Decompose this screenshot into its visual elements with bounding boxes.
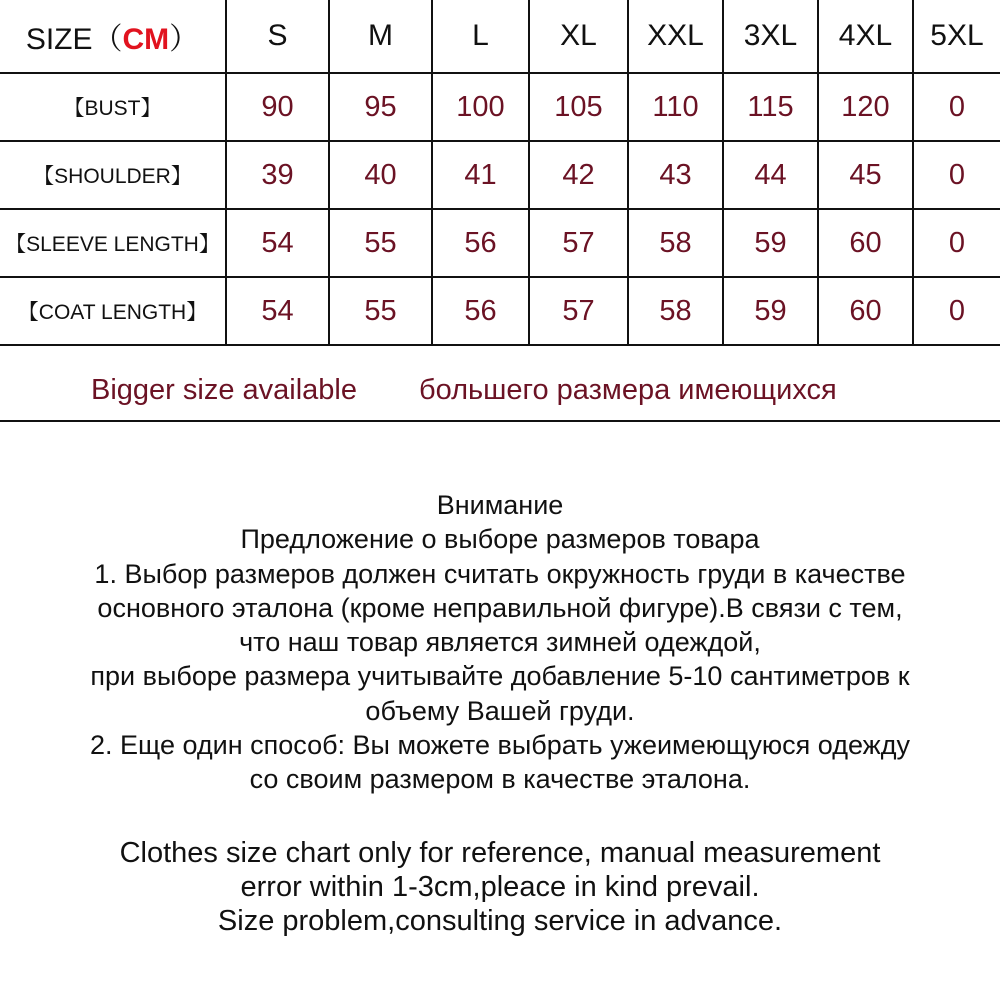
table-cell: 95 [329,73,432,141]
size-label: SIZE [25,23,93,56]
table-cell: 41 [432,141,529,209]
table-cell: 58 [628,277,723,345]
table-cell: 40 [329,141,432,209]
table-cell: 60 [818,277,913,345]
note-russian: большего размера имеющихся [419,374,837,406]
attention-line: 2. Еще один способ: Вы можете выбрать ужеимеющуюся одежду [90,730,910,761]
table-cell: 57 [529,209,628,277]
table-cell: 0 [913,73,1000,141]
table-cell: 60 [818,209,913,277]
table-cell: 58 [628,209,723,277]
size-header-4xl: 4XL [818,0,913,73]
attention-line: что наш товар является зимней одеждой, [239,627,761,658]
row-label-sleeve-length: 【SLEEVE LENGTH】 [0,209,226,277]
unit-label: CM [122,23,170,56]
table-cell: 59 [723,209,818,277]
table-cell: 56 [432,209,529,277]
shoulder-row [0,141,1000,209]
unit-close-paren: ） [169,23,200,56]
table-cell: 44 [723,141,818,209]
attention-line: объему Вашей груди. [365,695,635,726]
disclaimer-block [0,836,1000,938]
table-cell: 115 [723,73,818,141]
size-header-xxl: XXL [628,0,723,73]
row-label-coat-length: 【COAT LENGTH】 [0,277,226,345]
attention-block [0,488,1000,797]
sleeve-length-row [0,209,1000,277]
table-cell: 59 [723,277,818,345]
table-cell: 39 [226,141,329,209]
table-cell: 57 [529,277,628,345]
table-cell: 90 [226,73,329,141]
bigger-size-note [0,354,1000,422]
size-header-xl: XL [529,0,628,73]
attention-line: 1. Выбор размеров должен считать окружность груди в качестве [94,558,906,589]
size-chart-table [0,0,1000,346]
row-label-bust: 【BUST】 [0,73,226,141]
table-cell: 43 [628,141,723,209]
disclaimer-line: Clothes size chart only for reference, manual measurement [119,837,881,869]
table-cell: 100 [432,73,529,141]
table-cell: 56 [432,277,529,345]
disclaimer-line: error within 1-3cm,pleace in kind prevail. [240,871,760,903]
size-header-l: L [432,0,529,73]
attention-title: Внимание [436,490,564,520]
table-cell: 105 [529,73,628,141]
table-cell: 54 [226,277,329,345]
unit-open-paren: （ [92,23,123,56]
row-label-shoulder: 【SHOULDER】 [0,141,226,209]
table-cell: 55 [329,277,432,345]
table-cell: 120 [818,73,913,141]
coat-length-row [0,277,1000,345]
size-header-5xl: 5XL [913,0,1000,73]
attention-subtitle: Предложение о выборе размеров товара [240,524,760,555]
table-cell: 54 [226,209,329,277]
table-cell: 45 [818,141,913,209]
note-english: Bigger size available [91,374,357,406]
table-cell: 110 [628,73,723,141]
bust-row [0,73,1000,141]
header-row [0,0,1000,73]
attention-line: при выборе размера учитывайте добавление 5-10 сантиметров к [90,661,910,692]
size-header-3xl: 3XL [723,0,818,73]
table-cell: 0 [913,277,1000,345]
attention-line: основного эталона (кроме неправильной фигуре).В связи с тем, [97,592,903,623]
table-cell: 42 [529,141,628,209]
table-cell: 0 [913,141,1000,209]
table-cell: 0 [913,209,1000,277]
size-unit-header [0,0,226,73]
size-header-m: M [329,0,432,73]
attention-line: со своим размером в качестве эталона. [249,764,751,795]
size-header-s: S [226,0,329,73]
table-cell: 55 [329,209,432,277]
disclaimer-line: Size problem,consulting service in advance. [217,905,783,937]
